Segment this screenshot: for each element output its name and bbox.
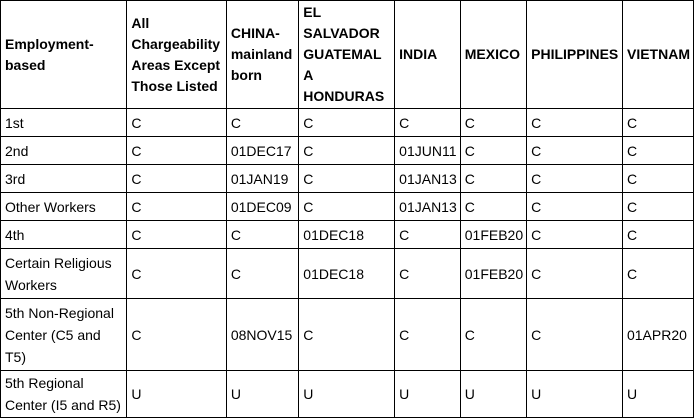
row-label-cell: 1st	[1, 109, 127, 137]
table-row	[1, 299, 694, 371]
column-header: EL SALVADOR GUATEMALA HONDURAS	[299, 1, 395, 109]
date-cell: C	[299, 109, 395, 137]
row-label-cell: 4th	[1, 221, 127, 249]
date-cell: U	[395, 371, 461, 418]
table-row	[1, 137, 694, 165]
date-cell: C	[395, 249, 461, 299]
row-label-cell: 5th Non-Regional Center (C5 and T5)	[1, 299, 127, 371]
row-label-cell: Other Workers	[1, 193, 127, 221]
date-cell: C	[127, 193, 226, 221]
column-header: VIETNAM	[622, 1, 693, 109]
date-cell: 01JAN13	[395, 165, 461, 193]
date-cell: C	[527, 165, 623, 193]
row-label-cell: Certain Religious Workers	[1, 249, 127, 299]
date-cell: C	[299, 137, 395, 165]
date-cell: 01DEC17	[226, 137, 298, 165]
date-cell: C	[127, 299, 226, 371]
date-cell: 01DEC09	[226, 193, 298, 221]
date-cell: C	[127, 221, 226, 249]
date-cell: C	[622, 109, 693, 137]
row-label-cell: 2nd	[1, 137, 127, 165]
date-cell: C	[127, 165, 226, 193]
date-cell: 01DEC18	[299, 249, 395, 299]
date-cell: C	[226, 249, 298, 299]
table-row	[1, 109, 694, 137]
date-cell: 01JUN11	[395, 137, 461, 165]
date-cell: C	[460, 299, 526, 371]
column-header: Employment-based	[1, 1, 127, 109]
date-cell: C	[127, 109, 226, 137]
date-cell: C	[127, 249, 226, 299]
date-cell: C	[460, 109, 526, 137]
date-cell: C	[527, 299, 623, 371]
table-row	[1, 371, 694, 418]
date-cell: C	[395, 109, 461, 137]
table-row	[1, 221, 694, 249]
date-cell: U	[460, 371, 526, 418]
table-row	[1, 249, 694, 299]
date-cell: U	[527, 371, 623, 418]
date-cell: C	[226, 221, 298, 249]
table-body	[1, 109, 694, 418]
date-cell: 01FEB20	[460, 221, 526, 249]
row-label-cell: 3rd	[1, 165, 127, 193]
table-row	[1, 165, 694, 193]
date-cell: C	[127, 137, 226, 165]
date-cell: C	[622, 221, 693, 249]
date-cell: C	[395, 299, 461, 371]
date-cell: C	[395, 221, 461, 249]
date-cell: C	[527, 193, 623, 221]
date-cell: C	[460, 165, 526, 193]
date-cell: 01DEC18	[299, 221, 395, 249]
date-cell: U	[299, 371, 395, 418]
date-cell: U	[127, 371, 226, 418]
date-cell: C	[622, 193, 693, 221]
column-header: PHILIPPINES	[527, 1, 623, 109]
date-cell: C	[527, 249, 623, 299]
table-row	[1, 193, 694, 221]
date-cell: 08NOV15	[226, 299, 298, 371]
date-cell: C	[299, 299, 395, 371]
date-cell: C	[527, 109, 623, 137]
date-cell: C	[527, 137, 623, 165]
date-cell: C	[460, 137, 526, 165]
date-cell: U	[622, 371, 693, 418]
row-label-cell: 5th Regional Center (I5 and R5)	[1, 371, 127, 418]
date-cell: 01FEB20	[460, 249, 526, 299]
date-cell: C	[299, 165, 395, 193]
date-cell: C	[460, 193, 526, 221]
column-header: CHINA-mainland born	[226, 1, 298, 109]
date-cell: 01JAN13	[395, 193, 461, 221]
column-header: All Chargeability Areas Except Those Listed	[127, 1, 226, 109]
date-cell: U	[226, 371, 298, 418]
date-cell: C	[299, 193, 395, 221]
table-header-row	[1, 1, 694, 109]
column-header: MEXICO	[460, 1, 526, 109]
column-header: INDIA	[395, 1, 461, 109]
date-cell: C	[622, 137, 693, 165]
date-cell: C	[622, 165, 693, 193]
date-cell: 01JAN19	[226, 165, 298, 193]
date-cell: C	[622, 249, 693, 299]
date-cell: 01APR20	[622, 299, 693, 371]
date-cell: C	[527, 221, 623, 249]
date-cell: C	[226, 109, 298, 137]
